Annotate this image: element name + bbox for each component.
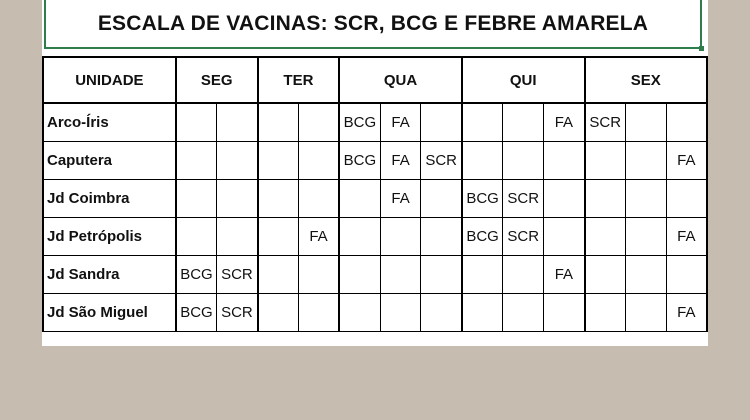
schedule-cell[interactable]: BCG — [462, 179, 503, 217]
unit-name-cell[interactable]: Jd Coimbra — [43, 179, 176, 217]
header-unit[interactable]: UNIDADE — [43, 57, 176, 103]
schedule-cell[interactable] — [339, 293, 380, 331]
schedule-cell[interactable] — [462, 255, 503, 293]
schedule-cell[interactable] — [217, 141, 258, 179]
schedule-cell[interactable] — [666, 255, 707, 293]
schedule-cell[interactable] — [339, 179, 380, 217]
schedule-cell[interactable] — [298, 141, 339, 179]
table-row — [43, 217, 707, 255]
schedule-cell[interactable] — [339, 255, 380, 293]
sheet-title[interactable]: ESCALA DE VACINAS: SCR, BCG E FEBRE AMARELA — [44, 0, 702, 49]
schedule-cell[interactable] — [217, 217, 258, 255]
schedule-cell[interactable] — [258, 179, 299, 217]
table-row — [43, 179, 707, 217]
schedule-cell[interactable] — [544, 293, 585, 331]
schedule-cell[interactable] — [380, 293, 421, 331]
schedule-cell[interactable]: FA — [298, 217, 339, 255]
schedule-cell[interactable] — [258, 103, 299, 141]
schedule-cell[interactable] — [462, 103, 503, 141]
schedule-cell[interactable] — [421, 103, 462, 141]
schedule-cell[interactable] — [176, 179, 217, 217]
schedule-cell[interactable]: BCG — [339, 141, 380, 179]
schedule-cell[interactable] — [176, 141, 217, 179]
schedule-cell[interactable] — [258, 293, 299, 331]
schedule-cell[interactable] — [585, 179, 626, 217]
schedule-cell[interactable] — [421, 179, 462, 217]
schedule-cell[interactable]: FA — [666, 141, 707, 179]
unit-name-cell[interactable]: Jd Sandra — [43, 255, 176, 293]
header-day-sex[interactable]: SEX — [585, 57, 707, 103]
schedule-cell[interactable]: BCG — [462, 217, 503, 255]
schedule-cell[interactable]: FA — [666, 217, 707, 255]
schedule-cell[interactable] — [298, 293, 339, 331]
schedule-cell[interactable] — [298, 103, 339, 141]
table-row — [43, 103, 707, 141]
schedule-cell[interactable]: FA — [380, 179, 421, 217]
selection-handle[interactable] — [699, 46, 704, 51]
schedule-cell[interactable] — [503, 141, 544, 179]
schedule-cell[interactable]: FA — [544, 255, 585, 293]
header-day-qui[interactable]: QUI — [462, 57, 585, 103]
schedule-cell[interactable] — [176, 103, 217, 141]
schedule-cell[interactable]: FA — [380, 141, 421, 179]
schedule-cell[interactable]: SCR — [217, 255, 258, 293]
schedule-cell[interactable] — [258, 255, 299, 293]
schedule-cell[interactable] — [421, 255, 462, 293]
schedule-cell[interactable] — [544, 179, 585, 217]
schedule-cell[interactable]: SCR — [503, 217, 544, 255]
schedule-cell[interactable] — [380, 217, 421, 255]
header-day-seg[interactable]: SEG — [176, 57, 258, 103]
schedule-cell[interactable] — [625, 179, 666, 217]
schedule-cell[interactable] — [258, 217, 299, 255]
schedule-cell[interactable]: FA — [380, 103, 421, 141]
schedule-cell[interactable] — [258, 141, 299, 179]
schedule-cell[interactable]: SCR — [585, 103, 626, 141]
schedule-cell[interactable] — [421, 217, 462, 255]
schedule-cell[interactable] — [625, 293, 666, 331]
header-day-qua[interactable]: QUA — [339, 57, 462, 103]
unit-name-cell[interactable]: Jd Petrópolis — [43, 217, 176, 255]
vaccine-schedule-table — [42, 56, 708, 332]
schedule-cell[interactable] — [462, 293, 503, 331]
unit-name-cell[interactable]: Arco-Íris — [43, 103, 176, 141]
schedule-cell[interactable] — [666, 103, 707, 141]
table-row — [43, 255, 707, 293]
schedule-cell[interactable] — [544, 141, 585, 179]
schedule-cell[interactable] — [585, 217, 626, 255]
schedule-cell[interactable]: BCG — [339, 103, 380, 141]
schedule-cell[interactable] — [462, 141, 503, 179]
schedule-cell[interactable]: BCG — [176, 293, 217, 331]
spreadsheet-sheet — [42, 0, 708, 346]
table-row — [43, 293, 707, 331]
schedule-cell[interactable] — [421, 293, 462, 331]
schedule-cell[interactable] — [625, 141, 666, 179]
schedule-cell[interactable] — [585, 255, 626, 293]
schedule-cell[interactable] — [666, 179, 707, 217]
schedule-cell[interactable] — [503, 255, 544, 293]
schedule-cell[interactable] — [217, 103, 258, 141]
schedule-cell[interactable] — [585, 141, 626, 179]
schedule-cell[interactable] — [503, 293, 544, 331]
schedule-cell[interactable] — [298, 179, 339, 217]
schedule-cell[interactable] — [503, 103, 544, 141]
schedule-cell[interactable] — [298, 255, 339, 293]
schedule-cell[interactable] — [380, 255, 421, 293]
schedule-cell[interactable]: SCR — [503, 179, 544, 217]
header-day-ter[interactable]: TER — [258, 57, 340, 103]
schedule-cell[interactable]: SCR — [217, 293, 258, 331]
unit-name-cell[interactable]: Caputera — [43, 141, 176, 179]
schedule-cell[interactable] — [625, 255, 666, 293]
unit-name-cell[interactable]: Jd São Miguel — [43, 293, 176, 331]
schedule-cell[interactable] — [339, 217, 380, 255]
schedule-cell[interactable]: SCR — [421, 141, 462, 179]
schedule-cell[interactable] — [585, 293, 626, 331]
schedule-cell[interactable] — [544, 217, 585, 255]
table-row — [43, 141, 707, 179]
schedule-cell[interactable] — [176, 217, 217, 255]
schedule-cell[interactable]: BCG — [176, 255, 217, 293]
schedule-cell[interactable] — [217, 179, 258, 217]
schedule-cell[interactable] — [625, 217, 666, 255]
schedule-cell[interactable] — [625, 103, 666, 141]
schedule-cell[interactable]: FA — [544, 103, 585, 141]
schedule-cell[interactable]: FA — [666, 293, 707, 331]
header-row — [43, 57, 707, 103]
